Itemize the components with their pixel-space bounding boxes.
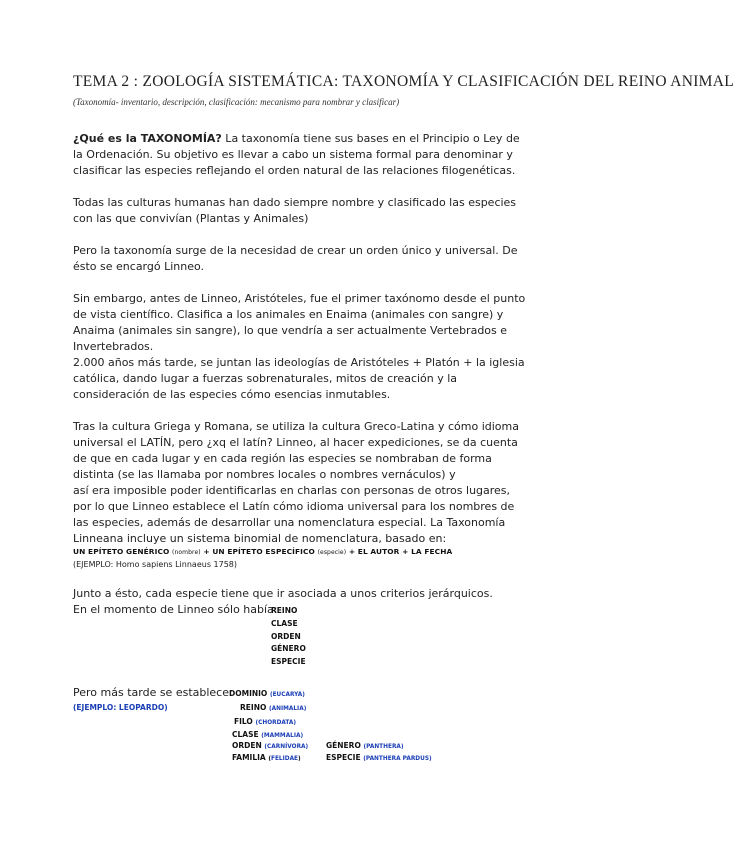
paragraph-2000-anos: 2.000 años más tarde, se juntan las ideologías de Aristóteles + Platón + la iglesia católica, dando lugar a fuerzas sobrenaturales, mitos de creación y la consideración de las especies cómo esencias inmutables. <box>73 356 525 401</box>
linneo-rank: GÉNERO <box>271 644 306 653</box>
paragraph-taxonomia <box>73 131 531 179</box>
paragraph-jerarquia: Junto a ésto, cada especie tiene que ir asociada a unos criterios jerárquicos. <box>73 587 493 600</box>
later-rank: REINO (ANIMALIA) <box>240 703 307 712</box>
later-rank: FILO (CHORDATA) <box>234 717 297 726</box>
later-rank: FAMILIA (FELIDAE) <box>232 753 301 762</box>
linneo-rank: ORDEN <box>271 632 301 641</box>
linneo-rank: CLASE <box>271 619 298 628</box>
linneo-rank: REINO <box>271 606 298 615</box>
paragraph-culturas: Todas las culturas humanas han dado siempre nombre y clasificado las especies con las que convivían (Plantas y Animales) <box>73 196 517 225</box>
later-rank: ORDEN (CARNÍVORA) <box>232 741 309 750</box>
paragraph-nomenclatura: así era imposible poder identificarlas en charlas con personas de otros lugares, por lo que Linneo establece el Latín cómo idioma universal para los nombres de las especies, además de desarrollar una nomenclatura especial. La Taxonomía Linneana incluye un sistema binomial de nomenclatura, basado en: <box>73 484 515 545</box>
later-rank: CLASE (MAMMALIA) <box>232 730 304 739</box>
paragraph-aristoteles: Sin embargo, antes de Linneo, Aristóteles, fue el primer taxónomo desde el punto de vista científico. Clasifica a los animales en Enaima (animales con sangre) y Anaima (animales sin sangre), lo que vendría a ser actualmente Vertebrados e Invertebrados. <box>73 292 526 353</box>
lead-question: ¿Qué es la TAXONOMÍA? <box>73 132 222 145</box>
binomial-formula: UN EPÍTETO GENÉRICO (nombre) + UN EPÍTETO ESPECÍFICO (especie) + EL AUTOR + LA FECHA <box>73 547 453 556</box>
later-rank: ESPECIE (PANTHERA PARDUS) <box>326 753 432 762</box>
linneo-rank: ESPECIE <box>271 657 306 666</box>
paragraph-linneo-ranks: En el momento de Linneo sólo había: <box>73 603 278 616</box>
page-title: TEMA 2 : ZOOLOGÍA SISTEMÁTICA: TAXONOMÍA Y CLASIFICACIÓN DEL REINO ANIMAL <box>73 73 734 90</box>
binomial-example: (EJEMPLO: Homo sapiens Linnaeus 1758) <box>73 560 238 569</box>
later-rank: DOMINIO (EUCARYA) <box>229 689 305 698</box>
leopard-example-label: (EJEMPLO: LEOPARDO) <box>73 703 168 712</box>
paragraph-text: La taxonomía tiene sus bases en el Principio o Ley de la Ordenación. Su objetivo es llevar a cabo un sistema formal para denominar y clasificar las especies reflejando el orden natural de las relaciones filogenéticas. <box>73 132 520 177</box>
page-subtitle: (Taxonomía- inventario, descripción, clasificación: mecanismo para nombrar y clasificar) <box>73 97 400 107</box>
paragraph-linneo: Pero la taxonomía surge de la necesidad de crear un orden único y universal. De ésto se encargó Linneo. <box>73 244 518 273</box>
paragraph-mas-tarde: Pero más tarde se establece: <box>73 686 233 699</box>
later-rank: GÉNERO (PANTHERA) <box>326 741 404 750</box>
paragraph-latin: Tras la cultura Griega y Romana, se utiliza la cultura Greco-Latina y cómo idioma universal el LATÍN, pero ¿xq el latín? Linneo, al hacer expediciones, se da cuenta de que en cada lugar y en cada región las especies se nombraban de forma distinta (se las llamaba por nombres locales o nombres vernáculos) y <box>73 420 519 481</box>
